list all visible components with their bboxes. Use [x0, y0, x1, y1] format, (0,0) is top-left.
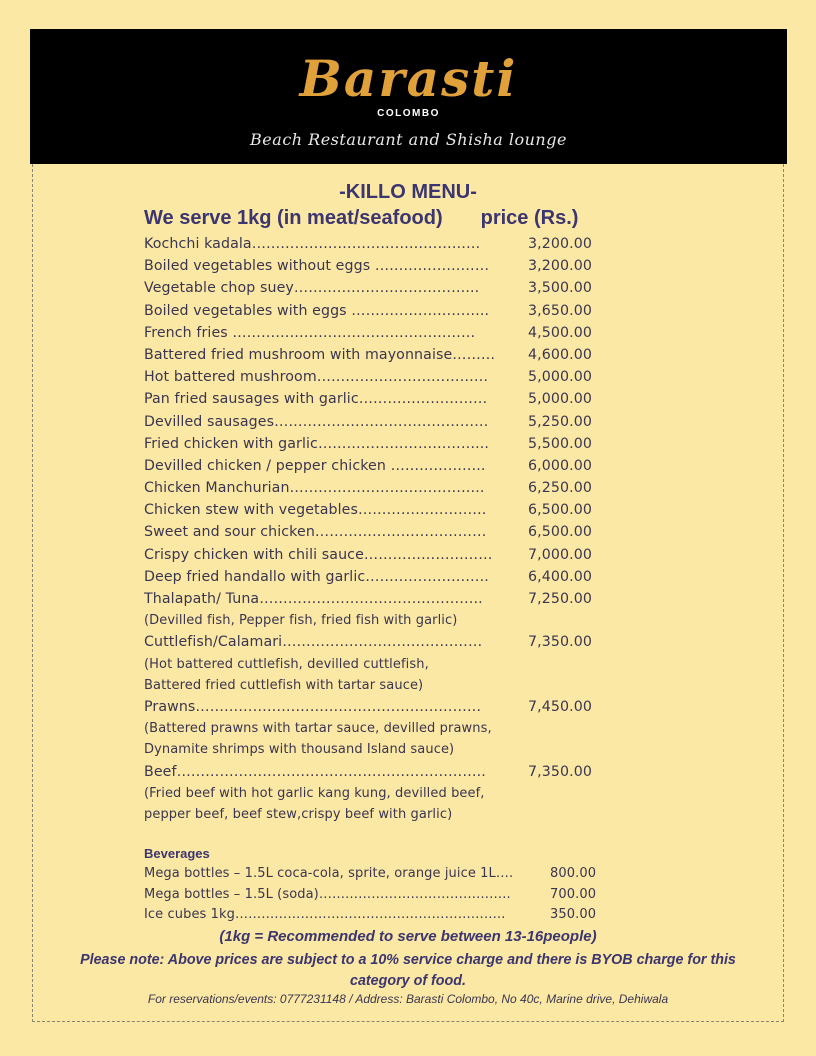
item-price: 7,350.00: [528, 763, 592, 780]
item-name: Kochchi kadala…………………………………………: [144, 236, 481, 252]
menu-item: [144, 477, 614, 499]
item-name: Battered fried cuttlefish with tartar sauce): [144, 677, 424, 693]
item-price: 5,000.00: [528, 391, 592, 408]
item-name: (Battered prawns with tartar sauce, devilled prawns,: [144, 721, 492, 737]
item-name: (Fried beef with hot garlic kang kung, devilled beef,: [144, 785, 485, 801]
item-name: Battered fried mushroom with mayonnaise………: [144, 346, 496, 363]
menu-item-note: [144, 804, 614, 825]
item-price: 6,500.00: [528, 502, 592, 519]
item-name: Pan fried sausages with garlic………………………: [144, 391, 488, 408]
menu-item: [144, 588, 614, 610]
item-price: 5,000.00: [528, 369, 592, 386]
menu-item: [144, 905, 614, 926]
item-name: Hot battered mushroom………………………………: [144, 369, 489, 386]
item-price: 350.00: [550, 907, 597, 922]
item-name: Boiled vegetables with eggs ………………………..: [144, 302, 490, 319]
menu-item: [144, 544, 614, 566]
item-name: Mega bottles – 1.5L coca-cola, sprite, orange juice 1L….: [144, 866, 514, 881]
menu-item: [144, 521, 614, 543]
item-price: 5,500.00: [528, 435, 592, 452]
tagline: Beach Restaurant and Shisha lounge: [250, 130, 567, 149]
item-name: Deep fried handallo with garlic……………………..: [144, 568, 489, 585]
item-price: 700.00: [550, 886, 597, 902]
menu-item: [144, 255, 614, 277]
menu-item-note: [144, 610, 614, 631]
item-name: Cuttlefish/Calamari……………………………………: [144, 634, 483, 651]
menu-item-note: [144, 675, 614, 696]
item-price: 7,250.00: [528, 591, 592, 607]
menu-item: [144, 433, 614, 455]
item-price: 5,250.00: [528, 413, 592, 430]
menu-item: [144, 631, 614, 653]
menu-item: [144, 696, 614, 718]
menu-title: -KILLO MENU-: [339, 181, 477, 203]
menu-item: [144, 455, 614, 477]
item-price: 4,500.00: [528, 324, 592, 341]
item-name: Crispy chicken with chili sauce………………………: [144, 546, 493, 563]
menu-item: [144, 300, 614, 322]
item-name: Sweet and sour chicken………………………………: [144, 524, 487, 541]
item-price: 3,500.00: [528, 280, 592, 297]
menu-item: [144, 233, 614, 255]
item-price: 6,000.00: [528, 457, 592, 474]
menu-item: [144, 411, 614, 433]
item-price: 7,450.00: [528, 698, 592, 715]
menu-item: [144, 499, 614, 521]
item-price: 4,600.00: [528, 346, 592, 363]
item-price: 800.00: [550, 866, 597, 881]
menu-item-note: [144, 718, 614, 739]
item-name: French fries ……………………………………………: [144, 324, 476, 341]
item-name: Vegetable chop suey………………………………...: [144, 280, 480, 297]
menu-item: [144, 761, 614, 783]
item-name: Chicken Manchurian…………………………………..: [144, 480, 485, 497]
serve-heading: [144, 207, 578, 230]
serve-label: We serve 1kg (in meat/seafood): [144, 207, 443, 229]
item-name: (Devilled fish, Pepper fish, fried fish with garlic): [144, 613, 458, 629]
menu-item: [144, 344, 614, 366]
item-name: Devilled chicken / pepper chicken ………………..: [144, 457, 486, 474]
beverage-items: [144, 864, 614, 926]
recommend-note: (1kg = Recommended to serve between 13-16people): [219, 928, 597, 945]
item-name: Prawns……………………………………………………: [144, 698, 482, 715]
item-name: Dynamite shrimps with thousand Island sauce): [144, 742, 455, 758]
item-name: Thalapath/ Tuna………………………………………..: [144, 591, 483, 607]
item-price: 3,200.00: [528, 258, 592, 275]
menu-item: [144, 277, 614, 299]
item-price: 6,400.00: [528, 568, 592, 585]
item-name: Devilled sausages………………………………………: [144, 413, 489, 430]
item-name: Mega bottles – 1.5L (soda)……………………………………..: [144, 886, 511, 902]
menu-item: [144, 566, 614, 588]
item-name: pepper beef, beef stew,crispy beef with garlic): [144, 806, 453, 822]
menu-item: [144, 388, 614, 410]
contact-info: For reservations/events: 0777231148 / Address: Barasti Colombo, No 40c, Marine drive, Dehiwala: [147, 992, 669, 1006]
menu-item: [144, 864, 614, 885]
menu-items: [144, 233, 614, 825]
item-name: (Hot battered cuttlefish, devilled cuttlefish,: [144, 656, 429, 672]
menu-item: [144, 366, 614, 388]
menu-item: [144, 885, 614, 906]
logo: Barasti: [299, 49, 518, 108]
item-price: 7,350.00: [528, 634, 592, 651]
menu-item-note: [144, 783, 614, 804]
item-name: Boiled vegetables without eggs ……………………: [144, 258, 490, 275]
item-name: Beef………………………………………………………..: [144, 763, 486, 780]
price-label: price (Rs.): [480, 207, 579, 229]
menu-item-note: [144, 739, 614, 760]
item-name: Ice cubes 1kg……………………………………………………..: [144, 907, 506, 922]
item-price: 6,500.00: [528, 524, 592, 541]
header-banner: [30, 29, 787, 164]
item-price: 3,650.00: [528, 302, 592, 319]
service-charge-note: Please note: Above prices are subject to a 10% service charge and there is BYOB charge for this category of food.: [80, 952, 736, 989]
menu-item-note: [144, 654, 614, 675]
item-price: 3,200.00: [528, 236, 592, 252]
beverages-title: Beverages: [144, 846, 210, 861]
item-price: 6,250.00: [528, 480, 592, 497]
item-name: Chicken stew with vegetables………………………: [144, 502, 487, 519]
item-price: 7,000.00: [528, 546, 592, 563]
location-label: COLOMBO: [377, 108, 440, 119]
item-name: Fried chicken with garlic……………………………...: [144, 435, 489, 452]
menu-item: [144, 322, 614, 344]
